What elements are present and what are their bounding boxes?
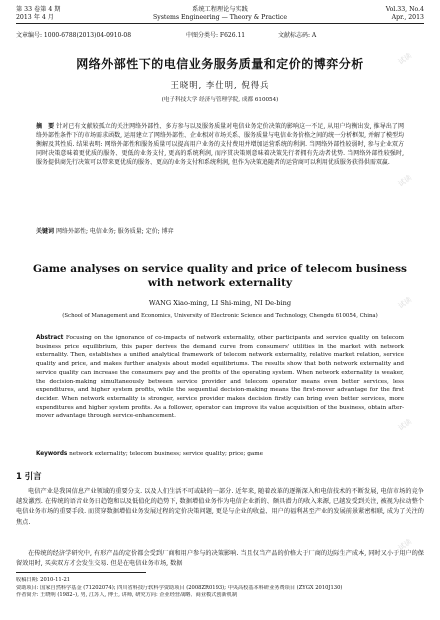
affiliation-cn: (电子科技大学 经济与管理学院, 成都 610054)	[161, 97, 279, 103]
article-number: 文章编号: 1000-6788(2013)04-0910-08	[16, 32, 132, 39]
date-en: Apr., 2013	[391, 14, 424, 21]
article-meta	[16, 30, 424, 39]
paper-title-cn: 网络外部性下的电信业务服务质量和定价的博弈分析	[76, 57, 364, 71]
document-code: 文献标志码: A	[278, 32, 317, 39]
clc-number: 中图分类号: F626.11	[186, 32, 246, 39]
paper-title-en: Game analyses on service quality and price of telecom business with network externality	[33, 263, 407, 289]
section-heading: 1 引言	[16, 471, 42, 481]
keywords-cn	[36, 227, 404, 237]
keywords-text-en: network externality; telecom business; service quality; price; game	[69, 451, 264, 457]
header-center	[16, 6, 424, 22]
header-right	[386, 6, 424, 22]
author-bio: 作者简介: 王晓明 (1982–), 男, 江苏人, 博士, 讲师, 研究方向: 企业经营战略、商业模式创新机制	[16, 592, 238, 599]
watermark: 试读	[396, 295, 414, 311]
watermark: 试读	[396, 537, 414, 553]
keywords-label-cn: 关键词	[36, 228, 55, 235]
watermark: 试读	[396, 173, 414, 189]
date-cn: 2013 年 4 月	[16, 14, 54, 21]
keywords-text-cn: 网络外部性; 电信业务; 服务质量; 定价; 博弈	[55, 228, 174, 235]
header-rule	[16, 23, 424, 24]
abstract-label-en: Abstract	[36, 335, 64, 341]
volume-issue-en: Vol.33, No.4	[385, 6, 424, 13]
body-paragraph: 在传统的经济学研究中, 有形产品的定价都会受到厂商和用户参与的决策影响. 当且仅当产品的价格大于厂商的边际生产成本, 同时又小于用户的保留效用时, 买卖双方才会发生交易. 但是在电信业务市场, 数据	[16, 550, 424, 568]
funding-note: 资助项目: 国家自然科学基金 (71202074); 四川省科技厅软科学资助项目 (2008ZR0193); 中央高校基本科研业务费项目 (ZYGX 2010J130)	[16, 584, 343, 591]
journal-name-cn: 系统工程理论与实践	[192, 6, 248, 13]
volume-issue-cn: 第 33 卷第 4 期	[16, 6, 61, 13]
received-date: 收稿日期: 2010-11-21	[16, 577, 71, 583]
abstract-en	[36, 334, 404, 450]
keywords-en	[36, 450, 404, 460]
keywords-label-en: Keywords	[36, 451, 68, 457]
body-paragraph: 电信产业是我国信息产业领域的重要分支. 以及人们生活不可或缺的一部分. 近年来, 随着改革的逐渐深入和电信技术的不断发展, 电信市场的竞争越发激烈. 在传统的语音业务日趋饱和以及低值化的趋势下, 数据增值业务作为电信企业新的、颇具潜力的收入来源, 已越发受到关注, 被视为拉动整个电信业务市场的重要手段. 而贯穿数据增值业务发展过程的定价决策问题, 更是与企业的收益、用户的福利甚至产业的发展前景紧密相联, 成为了关注的焦点.	[16, 488, 424, 526]
footnote-rule	[16, 572, 146, 573]
abstract-text-cn: 针对已有文献较孤立的关注网络外部性、多方参与以及服务质量对电信业务定价决策的影响这一不足, 从用户均衡出发, 推导出了网络外部性条件下的市场需求函数, 运用建立了网络外部性、企业相对市场关系、服务质量与电信业务价格之间的统一分析框架, 并解了模型均衡解及其性质. 结果表明: 网络外部性和服务质量可以提高用户业务的支付费用并增加运营系统的利润. 当网络外部性较弱时, 参与企业双方同时决策意味着更优质的服务、更低的业务支付, 更高的系统利润, 而序贯决策则意味着决策先行者拥有先动者优势. 当网络外部性较强时, 服务提供商先行决策可以带来更优质的服务、更高的业务支付和系统利润, 但作为决策追随者的运营商可以利用优质服务获得供需双赢.	[36, 123, 404, 167]
abstract-cn	[36, 122, 404, 228]
authors-cn: 王晓明, 李仕明, 倪得兵	[170, 80, 270, 90]
footnotes	[16, 577, 424, 600]
journal-name-en: Systems Engineering — Theory & Practice	[152, 14, 288, 21]
authors-en: WANG Xiao-ming, LI Shi-ming, NI De-bing	[148, 299, 292, 307]
watermark: 试读	[396, 417, 414, 433]
abstract-text-en: Focusing on the ignorance of co-impacts of network externality, other participants and service quality on telecom business price equilibrium, this paper derives the demand curve from consumers' utilities in the market with network externality. Then, establishes a unified analytical framework of telecom network externality, relative market relation, service quality and price, and makes further analysis about model equilibriums. The results show that both network externality and service quality can increase the consumers pay and the profits of the operating system. When network externality is weaker, the decision-making simultaneously between service provider and telecom operator means even better services, less expenditures, and higher system profits, while the sequential decision-making means the first-mover advantage for the first decider. When network externality is stronger, service provider makes decision firstly can bring even better services, more expenditures and higher system profits. As a follower, operator can improve its value acquisition of the business, obtain after-mover advantage through service-enhancement.	[36, 335, 404, 420]
abstract-label-cn: 摘 要	[36, 123, 55, 130]
affiliation-en: (School of Management and Economics, University of Electronic Science and Technology, Chengdu 610054, China)	[62, 313, 378, 319]
watermark: 试读	[396, 51, 414, 67]
